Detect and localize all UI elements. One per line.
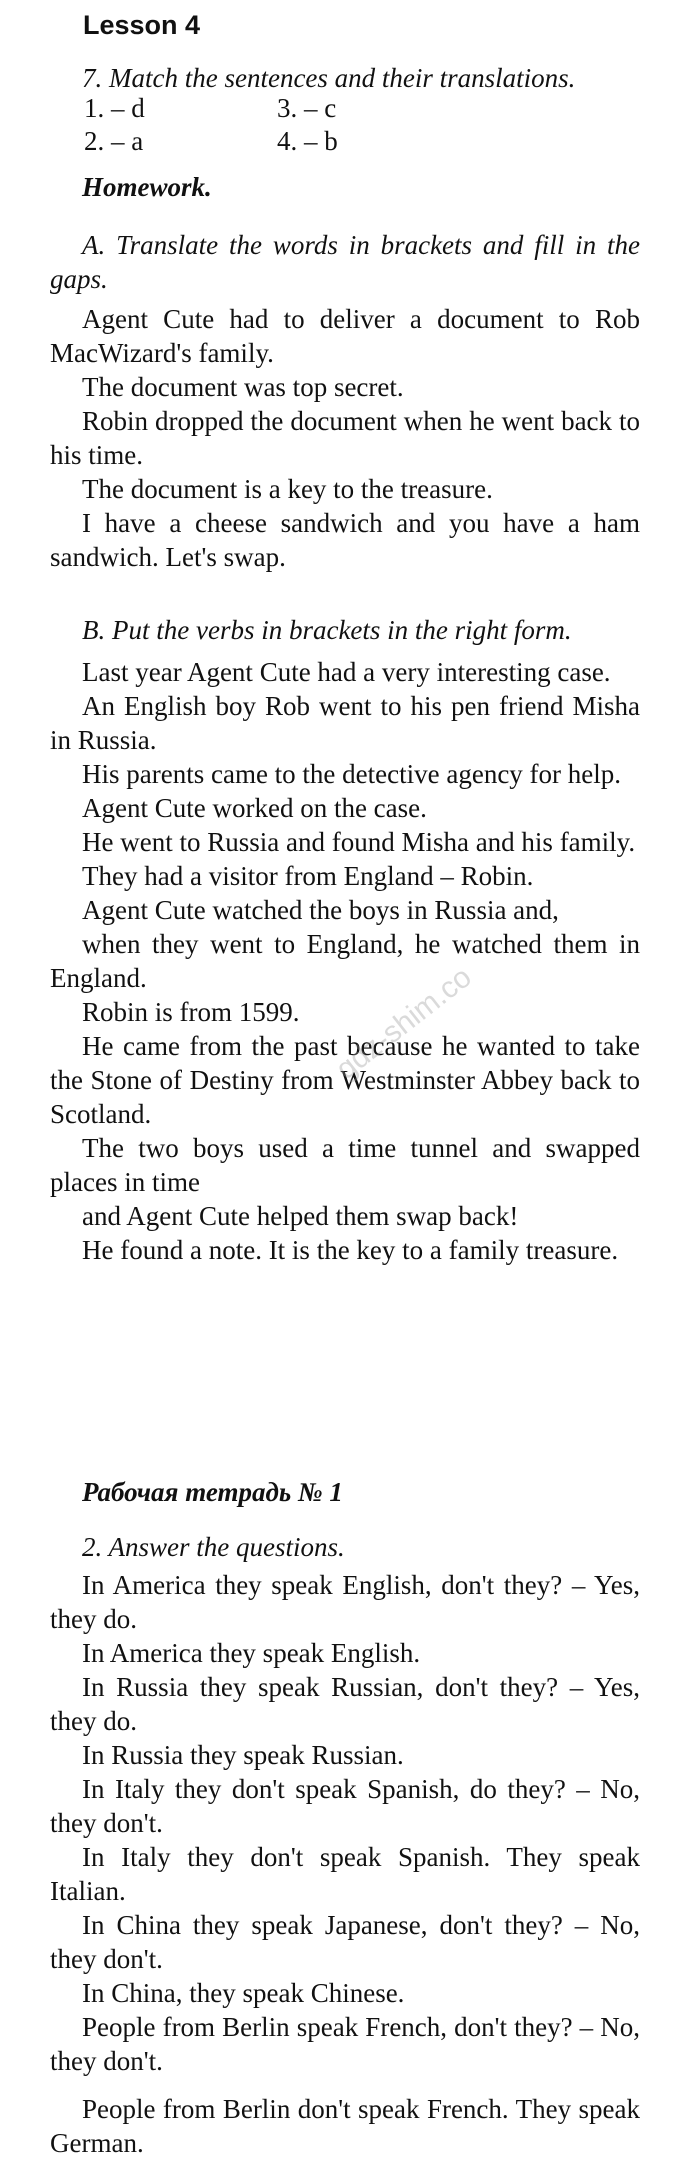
exercise-2-line: In America they speak English.	[82, 1638, 421, 1668]
exercise-b	[50, 613, 640, 1267]
exercise-b-line: The two boys used a time tunnel and swapped places in time	[50, 1133, 640, 1197]
exercise-b-line: He found a note. It is the key to a family treasure.	[82, 1235, 619, 1265]
exercise-2	[50, 1530, 640, 2160]
exercise-b-line: and Agent Cute helped them swap back!	[82, 1201, 519, 1231]
exercise-b-line: Agent Cute watched the boys in Russia and,	[82, 895, 559, 925]
exercise-2-line: In Italy they don't speak Spanish. They speak Italian.	[50, 1842, 640, 1906]
exercise-a-line: The document is a key to the treasure.	[82, 474, 493, 504]
exercise-b-line: They had a visitor from England – Robin.	[82, 861, 534, 891]
exercise-b-line: when they went to England, he watched them in England.	[50, 929, 640, 993]
exercise-2-line: In China, they speak Chinese.	[82, 1978, 405, 2008]
exercise-b-line: Last year Agent Cute had a very interesting case.	[82, 657, 611, 687]
exercise-b-line: Agent Cute worked on the case.	[82, 793, 427, 823]
answer-2: 2. – a	[84, 126, 144, 156]
exercise-2-line: In Russia they speak Russian.	[82, 1740, 404, 1770]
exercise-2-heading: 2. Answer the questions.	[82, 1532, 345, 1562]
workbook-label: Рабочая тетрадь № 1	[82, 1477, 343, 1507]
exercise-b-line: His parents came to the detective agency for help.	[82, 759, 622, 789]
lesson-title: Lesson 4	[83, 10, 201, 40]
exercise-a-line: Robin dropped the document when he went back to his time.	[50, 406, 640, 470]
exercise-a-line: The document was top secret.	[82, 372, 404, 402]
watermark: gdz-shim.co	[330, 960, 478, 1087]
exercise-2-line: People from Berlin don't speak French. They speak German.	[50, 2094, 640, 2158]
exercise-2-line: In America they speak English, don't they? – Yes, they do.	[50, 1570, 640, 1634]
answer-3: 3. – c	[277, 93, 337, 123]
exercise-b-line: He came from the past because he wanted to take the Stone of Destiny from Westminster Abbey back to Scotland.	[50, 1031, 640, 1129]
answer-4: 4. – b	[277, 126, 338, 156]
exercise-2-line: People from Berlin speak French, don't they? – No, they don't.	[50, 2012, 640, 2076]
exercise-b-line: An English boy Rob went to his pen friend Misha in Russia.	[50, 691, 640, 755]
exercise-a-line: Agent Cute had to deliver a document to Rob MacWizard's family.	[50, 304, 640, 368]
exercise-a-heading: A. Translate the words in brackets and fill in the gaps.	[50, 230, 640, 294]
answer-1: 1. – d	[84, 93, 145, 123]
exercise-2-line: In China they speak Japanese, don't they? – No, they don't.	[50, 1910, 640, 1974]
exercise-b-line: Robin is from 1599.	[82, 997, 300, 1027]
exercise-b-line: He went to Russia and found Misha and his family.	[82, 827, 636, 857]
exercise-2-line: In Italy they don't speak Spanish, do they? – No, they don't.	[50, 1774, 640, 1838]
exercise-a-line: I have a cheese sandwich and you have a ham sandwich. Let's swap.	[50, 508, 640, 572]
exercise-7-heading: 7. Match the sentences and their translations.	[82, 63, 576, 93]
exercise-2-line: In Russia they speak Russian, don't they? – Yes, they do.	[50, 1672, 640, 1736]
exercise-a	[50, 228, 640, 574]
exercise-b-heading: B. Put the verbs in brackets in the right form.	[82, 615, 572, 645]
homework-label: Homework.	[82, 172, 212, 202]
